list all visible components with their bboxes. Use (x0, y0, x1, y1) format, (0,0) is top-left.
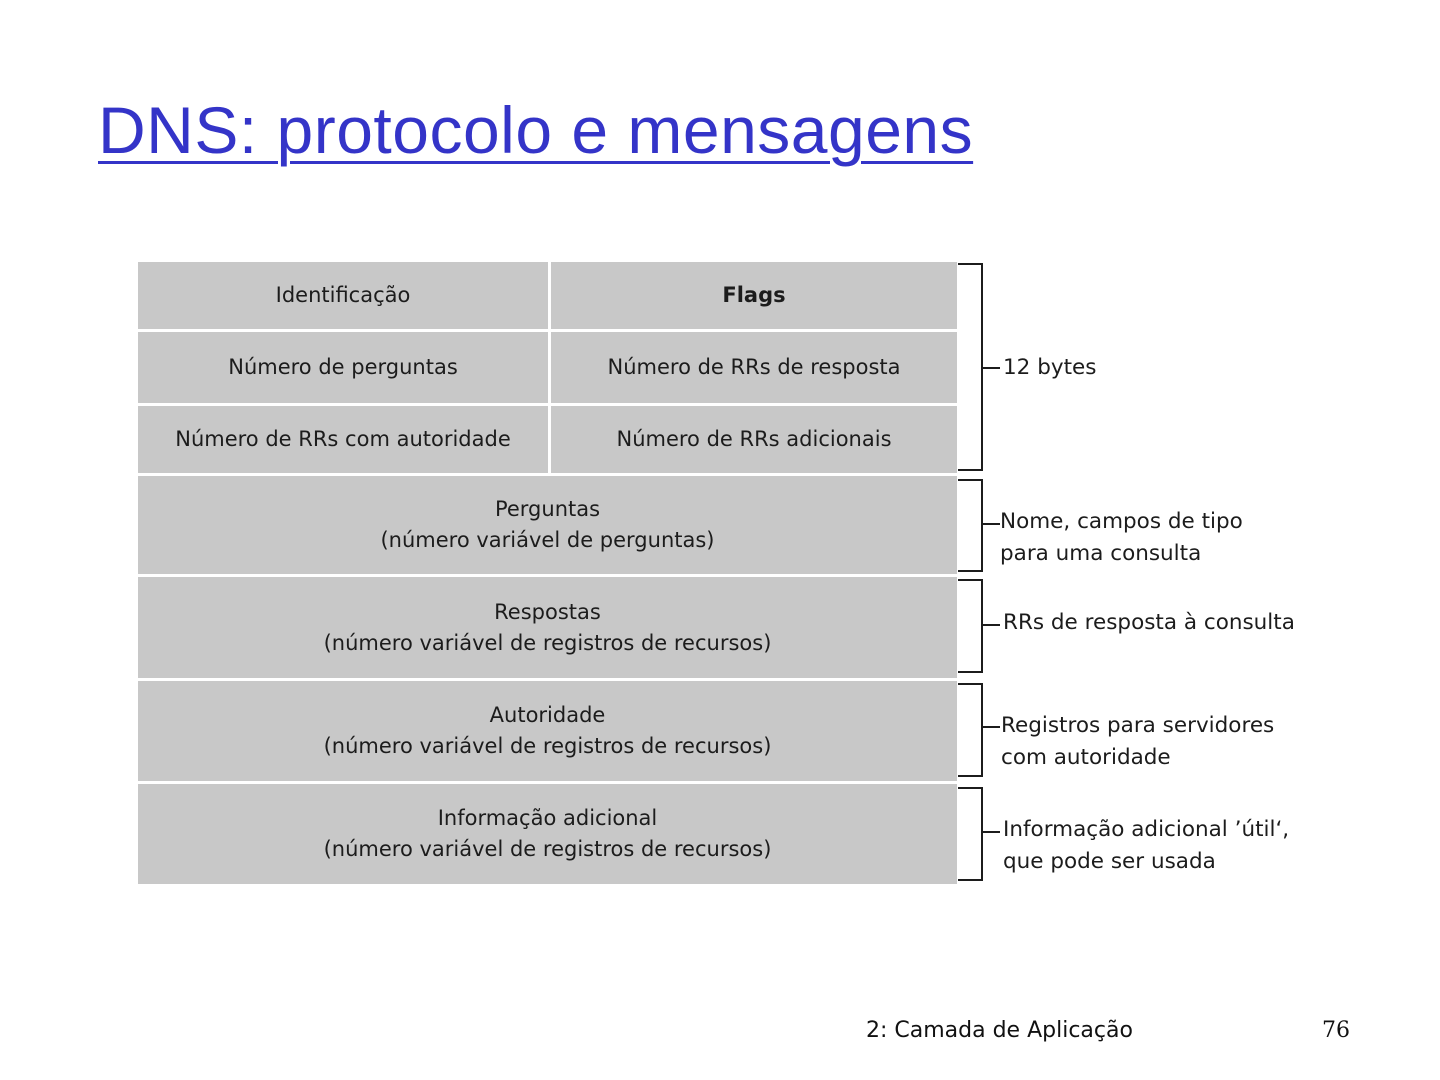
annotation-autoridade (1001, 710, 1274, 774)
section-respostas-title: Respostas (494, 599, 601, 624)
annotation-perguntas-line-2: para uma consulta (1000, 541, 1202, 566)
annotation-autoridade-line-1: Registros para servidores (1001, 713, 1275, 738)
section-informacao-adicional (138, 784, 957, 884)
section-autoridade-subtitle: (número variável de registros de recursos) (323, 734, 772, 758)
footer-chapter: 2: Camada de Aplicação (866, 1018, 1133, 1043)
page-number: 76 (1322, 1018, 1350, 1043)
annotation-12-bytes-text: 12 bytes (1003, 355, 1097, 380)
section-autoridade-title: Autoridade (489, 703, 606, 727)
slide-title: DNS: protocolo e mensagens (98, 93, 974, 167)
section-informacao-adicional-title: Informação adicional (437, 806, 658, 830)
annotation-12-bytes (1003, 352, 1096, 384)
field-identificacao (138, 262, 548, 329)
section-perguntas-title: Perguntas (494, 497, 601, 521)
annotation-informacao-adicional (1003, 814, 1289, 878)
annotation-informacao-adicional-line-1: Informação adicional ’útil‘, (1003, 817, 1290, 842)
section-perguntas (138, 476, 957, 574)
brace-12-bytes (955, 262, 1005, 474)
field-num-rrs-autoridade (138, 406, 548, 473)
annotation-informacao-adicional-line-2: que pode ser usada (1003, 849, 1216, 874)
field-num-rrs-resposta (551, 332, 957, 403)
section-respostas-subtitle: (número variável de registros de recursos) (323, 630, 772, 655)
field-num-rrs-adicionais-label: Número de RRs adicionais (616, 427, 892, 451)
brace-perguntas (955, 478, 1005, 574)
field-identificacao-label: Identificação (275, 283, 411, 307)
brace-informacao-adicional (955, 786, 1005, 884)
annotation-respostas-line-1: RRs de resposta à consulta (1003, 610, 1295, 635)
annotation-respostas (1003, 607, 1295, 639)
annotation-autoridade-line-2: com autoridade (1001, 745, 1171, 770)
field-num-rrs-adicionais (551, 406, 957, 473)
section-autoridade (138, 681, 957, 781)
brace-autoridade (955, 682, 1005, 780)
annotation-perguntas (1000, 506, 1243, 570)
section-respostas (138, 577, 957, 678)
section-informacao-adicional-subtitle: (número variável de registros de recursos) (323, 837, 772, 861)
section-perguntas-subtitle: (número variável de perguntas) (380, 528, 715, 552)
field-num-perguntas-label: Número de perguntas (228, 355, 458, 379)
brace-respostas (955, 578, 1005, 676)
field-num-perguntas (138, 332, 548, 403)
field-flags (551, 262, 957, 329)
field-num-rrs-autoridade-label: Número de RRs com autoridade (175, 427, 511, 451)
annotation-perguntas-line-1: Nome, campos de tipo (1000, 509, 1243, 534)
field-flags-label: Flags (722, 283, 786, 307)
field-num-rrs-resposta-label: Número de RRs de resposta (607, 355, 901, 379)
